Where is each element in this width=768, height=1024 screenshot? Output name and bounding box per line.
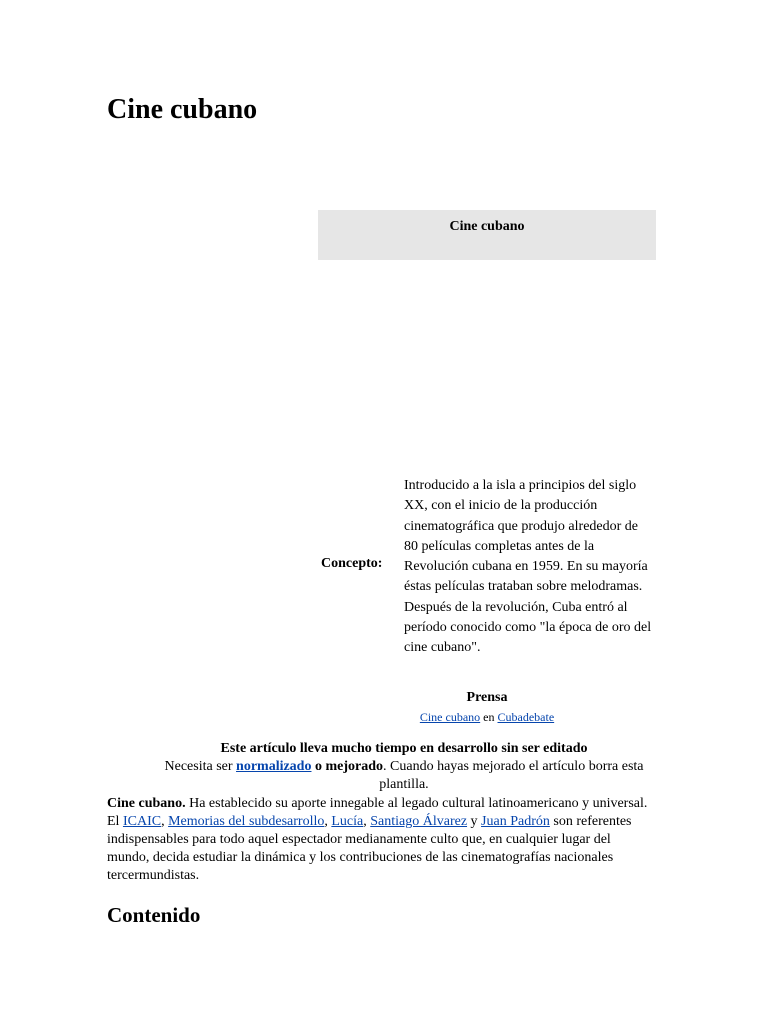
intro-bold: Cine cubano. (107, 796, 186, 811)
infobox (318, 210, 656, 260)
notice-rest: . Cuando hayas mejorado el artículo borra esta plantilla. (379, 759, 644, 792)
link-juan-padron[interactable]: Juan Padrón (481, 814, 550, 829)
prensa-link-cubadebate[interactable]: Cubadebate (497, 710, 555, 724)
notice-body (150, 758, 658, 794)
infobox-header: Cine cubano (318, 210, 656, 260)
prensa-link-cine-cubano[interactable]: Cine cubano (419, 710, 481, 724)
prensa-line (318, 710, 656, 725)
link-icaic[interactable]: ICAIC (122, 814, 162, 829)
prensa-title: Prensa (466, 690, 508, 705)
section-title-contenido: Contenido (107, 903, 201, 927)
link-santiago-alvarez[interactable]: Santiago Álvarez (370, 814, 468, 829)
link-memorias-subdesarrollo[interactable]: Memorias del subdesarrollo (168, 814, 325, 829)
normalizado-link[interactable]: normalizado (236, 759, 312, 774)
prensa-en: en (483, 710, 495, 724)
notice-heading: Este artículo lleva mucho tiempo en desarrollo sin ser editado (220, 741, 588, 756)
page-title: Cine cubano (107, 94, 258, 125)
notice-o-mejorado: o mejorado (314, 759, 384, 774)
intro-paragraph: Cine cubano. Ha establecido su aporte innegable al legado cultural latinoamericano y universal. El ICAIC, Memorias del subdesarrollo, Lucía, Santiago Álvarez y Juan Padrón son referentes indispensables para todo aquel espectador medianamente culto que, en cualquier lugar del mundo, decida estudiar la dinámica y los contribuciones de las cinematografías nacionales tercermundistas. (107, 796, 648, 883)
concepto-label: Concepto: (321, 556, 383, 571)
notice-necesita: Necesita ser (164, 759, 233, 774)
link-lucia[interactable]: Lucía (331, 814, 364, 829)
concepto-text: Introducido a la isla a principios del siglo XX, con el inicio de la producción cinematográfica que produjo alrededor de 80 películas completas antes de la Revolución cubana en 1959. En su mayoría éstas películas trataban sobre melodramas. Después de la revolución, Cuba entró al período conocido como "la época de oro del cine cubano". (404, 478, 652, 656)
maintenance-notice (150, 740, 658, 794)
